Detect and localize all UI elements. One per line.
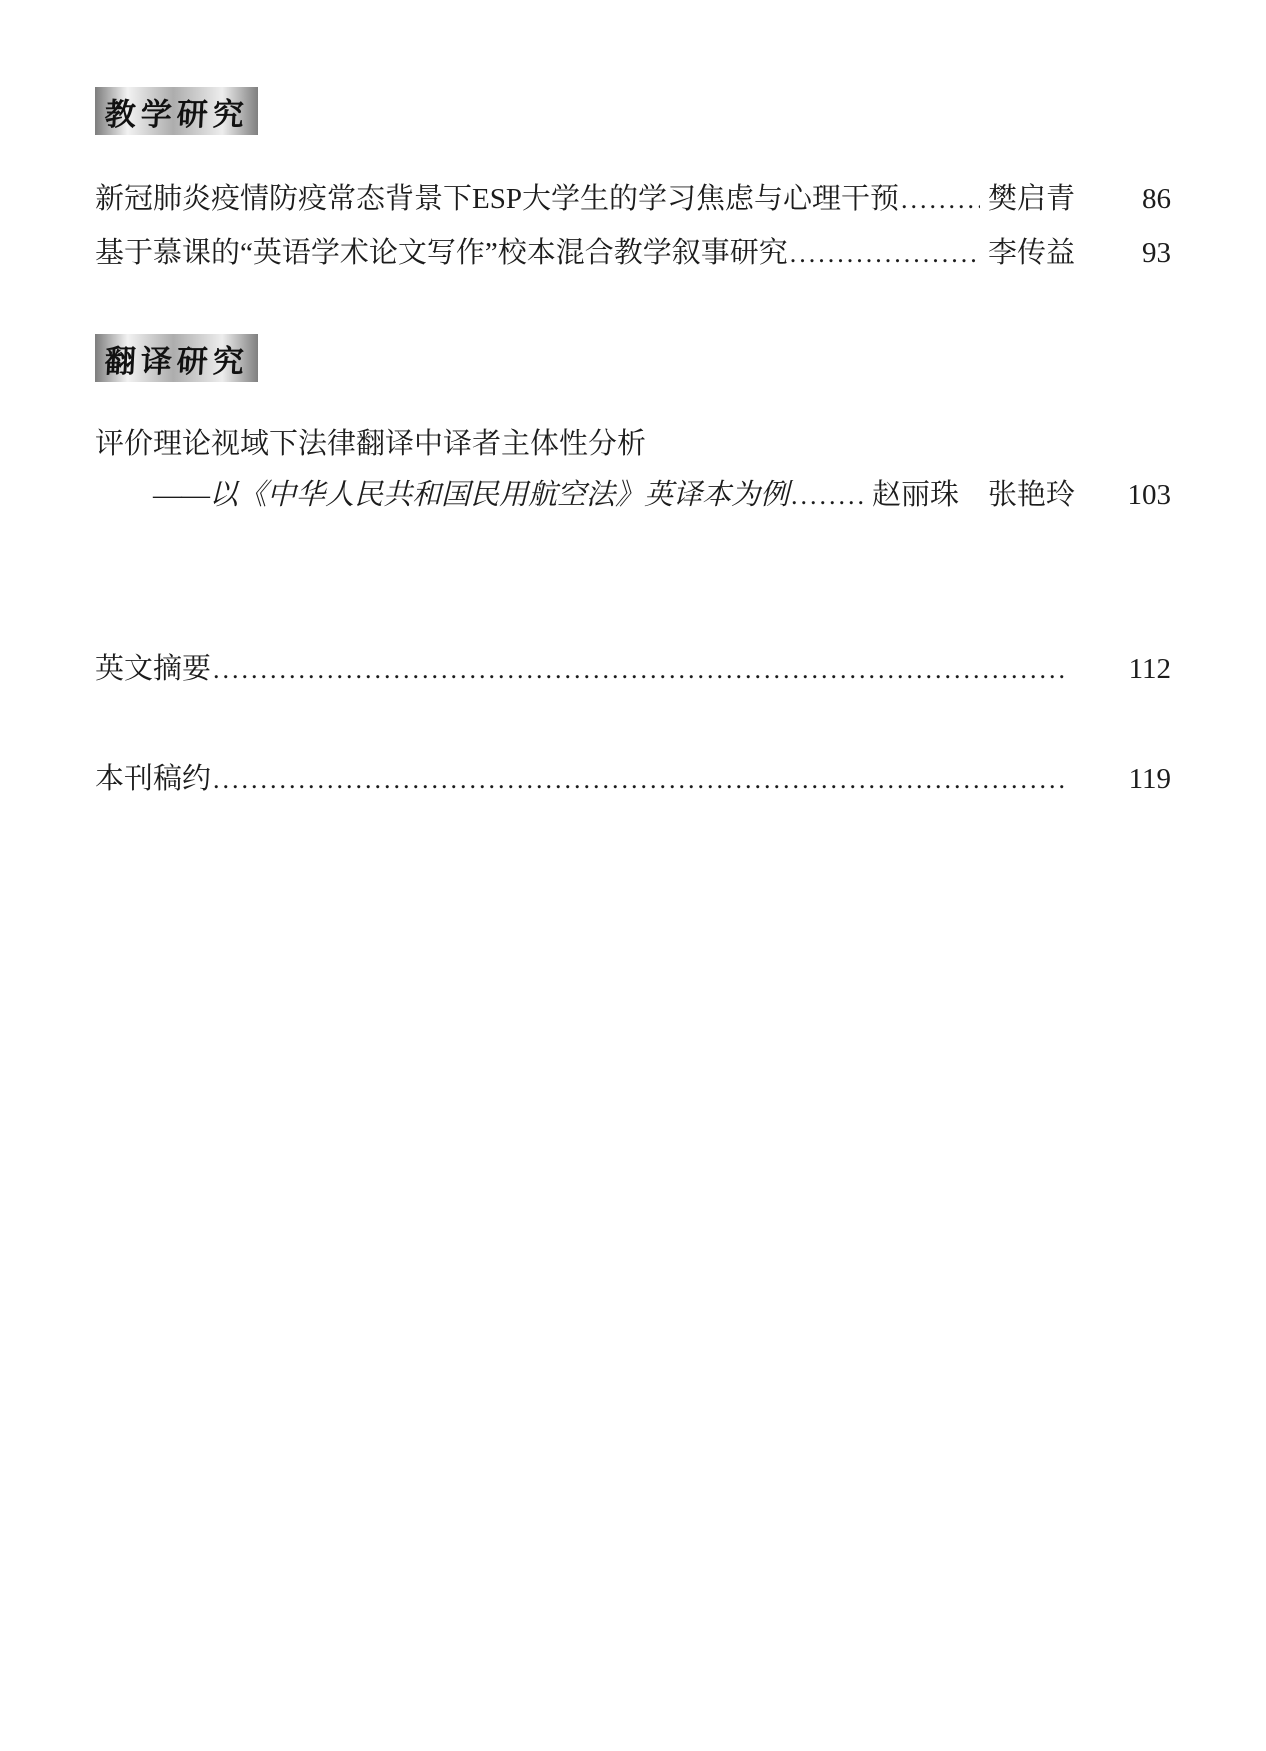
dot-leader xyxy=(791,477,864,514)
entry-title: 英文摘要 xyxy=(95,653,212,685)
dot-leader xyxy=(213,761,1067,798)
toc-entry xyxy=(95,181,1171,218)
toc-entry-call-for-papers xyxy=(95,761,1171,798)
section-heading-teaching-research xyxy=(95,87,258,135)
entry-author: 李传益 xyxy=(987,237,1075,269)
entry-title: 基于慕课的“英语学术论文写作”校本混合教学叙事研究 xyxy=(95,237,788,269)
toc-entry xyxy=(95,235,1171,272)
entry-page-number: 119 xyxy=(1128,763,1171,795)
entry-page-number: 103 xyxy=(1127,479,1171,511)
toc-entry-subtitle-line xyxy=(153,477,1171,514)
toc-entry-title-line xyxy=(95,426,1171,462)
entry-title: 新冠肺炎疫情防疫常态背景下ESP大学生的学习焦虑与心理干预 xyxy=(95,183,899,215)
entry-authors: 赵丽珠 张艳玲 xyxy=(871,479,1075,511)
dot-leader xyxy=(901,181,980,218)
section-heading-label: 翻译研究 xyxy=(103,343,250,379)
entry-page-number: 93 xyxy=(1142,237,1171,269)
entry-page-number: 86 xyxy=(1142,183,1171,215)
entry-subtitle: 以《中华人民共和国民用航空法》英译本为例 xyxy=(209,479,790,511)
entry-author: 樊启青 xyxy=(987,183,1075,215)
entry-title: 本刊稿约 xyxy=(95,763,212,795)
section-heading-label: 教学研究 xyxy=(103,96,250,132)
section-heading-translation-research xyxy=(95,334,258,382)
dot-leader xyxy=(213,651,1067,688)
dot-leader xyxy=(790,235,980,272)
toc-entry-english-abstracts xyxy=(95,651,1171,688)
subtitle-dash: —— xyxy=(153,479,209,511)
entry-page-number: 112 xyxy=(1128,653,1171,685)
entry-title: 评价理论视域下法律翻译中译者主体性分析 xyxy=(95,428,647,460)
